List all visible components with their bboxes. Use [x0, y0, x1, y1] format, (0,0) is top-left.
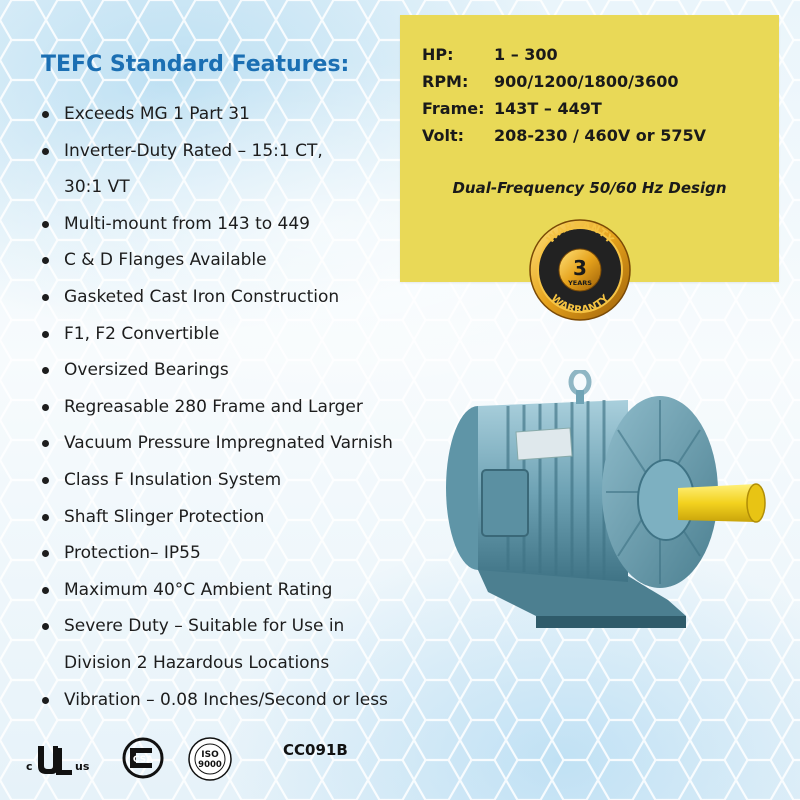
- list-item: C & D Flanges Available: [38, 242, 438, 279]
- iso-9000-label: 9000: [198, 760, 222, 770]
- spec-volt: [422, 126, 706, 145]
- spec-label: HP:: [422, 45, 454, 64]
- ul-listed-icon: [26, 746, 90, 775]
- list-item: Gasketed Cast Iron Construction: [38, 279, 438, 316]
- list-item: Inverter-Duty Rated – 15:1 CT, 30:1 VT: [38, 133, 438, 206]
- list-item-continuation: Division 2 Hazardous Locations: [64, 652, 330, 673]
- page-title: TEFC Standard Features:: [41, 52, 350, 77]
- ul-us-text: us: [75, 760, 90, 773]
- certification-logos: [0, 730, 800, 790]
- csa-icon: [124, 739, 162, 777]
- list-item: F1, F2 Convertible: [38, 316, 438, 353]
- spec-label: Volt:: [422, 126, 465, 145]
- feature-list: [38, 96, 438, 718]
- list-item: Vacuum Pressure Impregnated Varnish: [38, 425, 438, 462]
- list-item: Vibration – 0.08 Inches/Second or less: [38, 682, 438, 719]
- list-item: Multi-mount from 143 to 449: [38, 206, 438, 243]
- list-item: Oversized Bearings: [38, 352, 438, 389]
- csa-text: CSA: [132, 755, 154, 765]
- spec-value: 1 – 300: [494, 45, 558, 64]
- warranty-badge: [521, 214, 639, 324]
- ul-c-text: c: [26, 760, 33, 773]
- product-code: CC091B: [283, 741, 348, 759]
- warranty-years-label: YEARS: [568, 279, 592, 287]
- list-item: Severe Duty – Suitable for Use in Division 2 Hazardous Locations: [38, 608, 438, 681]
- list-item: Class F Insulation System: [38, 462, 438, 499]
- spec-rpm: [422, 72, 679, 91]
- frequency-tagline: Dual-Frequency 50/60 Hz Design: [452, 179, 727, 197]
- iso-label: ISO: [201, 750, 219, 760]
- spec-label: Frame:: [422, 99, 485, 118]
- iso-9000-icon: [189, 738, 231, 780]
- list-item-continuation: 30:1 VT: [64, 177, 130, 198]
- list-item: Exceeds MG 1 Part 31: [38, 96, 438, 133]
- list-item: Maximum 40°C Ambient Rating: [38, 572, 438, 609]
- spec-value: 143T – 449T: [494, 99, 602, 118]
- warranty-bottom-text: WARRANTY: [548, 292, 612, 317]
- list-item: Regreasable 280 Frame and Larger: [38, 389, 438, 426]
- spec-hp: [422, 45, 558, 64]
- list-item: Protection– IP55: [38, 535, 438, 572]
- electric-motor-image: [438, 370, 783, 632]
- spec-value: 208-230 / 460V or 575V: [494, 126, 707, 145]
- warranty-top-text: WARRANTY: [544, 219, 616, 246]
- list-item: Shaft Slinger Protection: [38, 499, 438, 536]
- spec-frame: [422, 99, 602, 118]
- spec-value: 900/1200/1800/3600: [494, 72, 679, 91]
- warranty-years-number: 3: [573, 256, 587, 280]
- spec-label: RPM:: [422, 72, 469, 91]
